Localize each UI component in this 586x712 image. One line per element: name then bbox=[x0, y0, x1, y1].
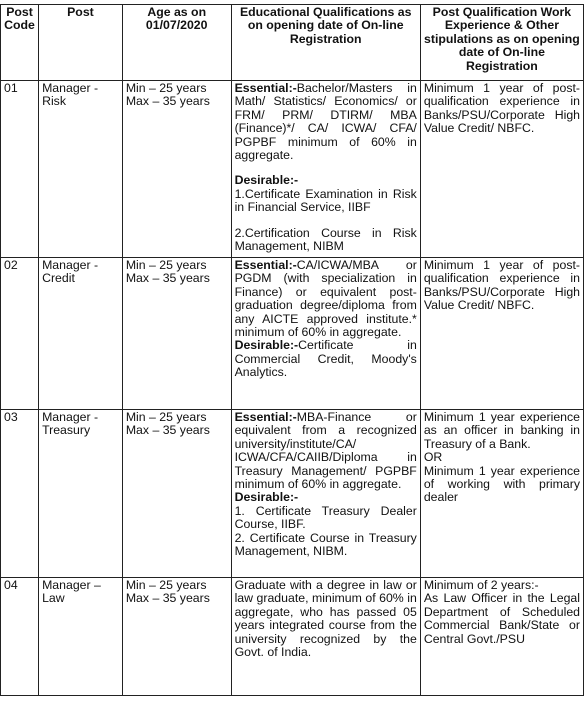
qualification-cell bbox=[231, 410, 420, 578]
qualification-cell bbox=[231, 258, 420, 410]
age-cell bbox=[122, 578, 231, 696]
header-post: Post bbox=[39, 5, 123, 81]
table-row bbox=[1, 578, 584, 696]
desirable-label: Desirable:- bbox=[234, 173, 299, 188]
post-cell: Manager – Law bbox=[39, 578, 123, 696]
age-max: Max – 35 years bbox=[125, 94, 210, 109]
desirable-item: 1.Certificate Examination in Risk in Financial Service, IIBF bbox=[234, 186, 417, 215]
table-row bbox=[1, 410, 584, 578]
experience-heading: Minimum of 2 years:- bbox=[423, 578, 539, 592]
age-min: Min – 25 years bbox=[125, 410, 207, 424]
age-cell bbox=[122, 258, 231, 410]
qualification-table bbox=[0, 4, 584, 696]
desirable-text: Certificate in Commercial Credit, Moody's Analytics. bbox=[234, 338, 417, 380]
experience-option: Minimum 1 year experience as an officer in banking in Treasury of a Bank. bbox=[423, 410, 580, 451]
header-row bbox=[1, 5, 584, 81]
essential-text: Bachelor/Masters in Math/ Statistics/ Economics/ or FRM/ PRM/ DTIRM/ MBA (Finance)*/ CA/ ICWA/ CFA/ PGPBF minimum of 60% in aggregate. bbox=[234, 81, 417, 163]
experience-cell: Minimum 1 year of post-qualification experience in Banks/PSU/Corporate High Value Credit/ NBFC. bbox=[420, 258, 583, 410]
header-work-experience: Post Qualification Work Experience & Other stipulations as on opening date of On-line Registration bbox=[420, 5, 583, 81]
experience-cell bbox=[420, 578, 583, 696]
age-min: Min – 25 years bbox=[125, 81, 207, 95]
age-cell bbox=[122, 410, 231, 578]
post-code-cell: 02 bbox=[1, 258, 39, 410]
desirable-item: 1. Certificate Treasury Dealer Course, IIBF. bbox=[234, 503, 417, 532]
experience-or: OR bbox=[423, 450, 443, 465]
essential-text: CA/ICWA/MBA or PGDM (with specialization in Finance) or equivalent post-graduation degree/diploma from any AICTE approved institute.* minimum of 60% in aggregate. bbox=[234, 258, 417, 340]
age-cell bbox=[122, 81, 231, 258]
age-max: Max – 35 years bbox=[125, 423, 210, 438]
desirable-item: 2. Certificate Course in Treasury Management, NIBM. bbox=[234, 530, 417, 559]
age-max: Max – 35 years bbox=[125, 271, 210, 286]
table-row bbox=[1, 81, 584, 258]
qualification-cell: Graduate with a degree in law or law graduate, minimum of 60% in aggregate, who has passed 05 years integrated course from the university recognized by the Govt. of India. bbox=[231, 578, 420, 696]
header-age: Age as on 01/07/2020 bbox=[122, 5, 231, 81]
desirable-label: Desirable:- bbox=[234, 490, 299, 505]
experience-cell bbox=[420, 410, 583, 578]
age-max: Max – 35 years bbox=[125, 591, 210, 606]
experience-option: Minimum 1 year experience of working with primary dealer bbox=[423, 463, 580, 505]
age-min: Min – 25 years bbox=[125, 258, 207, 272]
essential-text: MBA-Finance or equivalent from a recognized university/institute/CA/ ICWA/CFA/CAIIB/Diploma in Treasury Management/ PGPBF minimum of 60% in aggregate. bbox=[234, 410, 417, 492]
experience-cell: Minimum 1 year of post-qualification experience in Banks/PSU/Corporate High Value Credit/ NBFC. bbox=[420, 81, 583, 258]
qualification-cell bbox=[231, 81, 420, 258]
post-code-cell: 03 bbox=[1, 410, 39, 578]
table-row bbox=[1, 258, 584, 410]
header-post-code: Post Code bbox=[1, 5, 39, 81]
essential-label: Essential:- bbox=[234, 410, 297, 424]
desirable-item: 2.Certification Course in Risk Management, NIBM bbox=[234, 225, 417, 254]
essential-label: Essential:- bbox=[234, 81, 297, 95]
header-educational-qualifications: Educational Qualifications as on opening date of On-line Registration bbox=[231, 5, 420, 81]
post-cell: Manager - Credit bbox=[39, 258, 123, 410]
age-min: Min – 25 years bbox=[125, 578, 207, 592]
post-cell: Manager - Risk bbox=[39, 81, 123, 258]
post-code-cell: 01 bbox=[1, 81, 39, 258]
essential-label: Essential:- bbox=[234, 258, 297, 272]
post-cell: Manager - Treasury bbox=[39, 410, 123, 578]
experience-text: As Law Officer in the Legal Department of Scheduled Commercial Bank/State or Central Govt./PSU bbox=[423, 591, 580, 646]
post-code-cell: 04 bbox=[1, 578, 39, 696]
desirable-label: Desirable:- bbox=[234, 338, 299, 353]
